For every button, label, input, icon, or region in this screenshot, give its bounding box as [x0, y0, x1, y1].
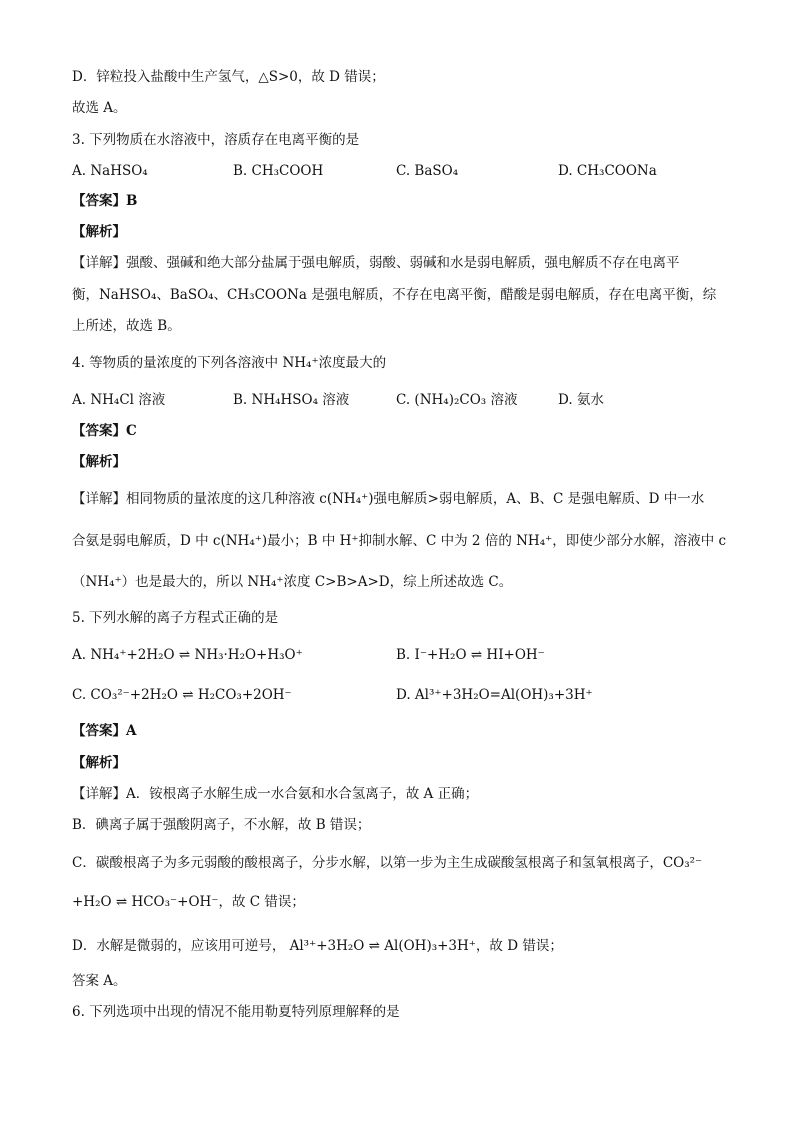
explanation-line: C．碳酸根离子为多元弱酸的酸根离子，分步水解，以第一步为主生成碳酸氢根离子和氢氧根离子，CO₃²⁻ [72, 855, 703, 871]
answer-label: 【答案】A [72, 723, 137, 739]
question-3: 3. 下列物质在水溶液中，溶质存在电离平衡的是 [72, 132, 360, 148]
option-d: D. CH₃COONa [558, 163, 657, 179]
explanation-line: 【详解】强酸、强碱和绝大部分盐属于强电解质，弱酸、弱碱和水是弱电解质，强电解质不存在电离平 [72, 255, 680, 271]
option-a: A. NH₄⁺+2H₂O ⇌ NH₃·H₂O+H₃O⁺ [72, 647, 303, 663]
question-4: 4. 等物质的量浓度的下列各溶液中 NH₄⁺浓度最大的 [72, 355, 387, 371]
option-b: B. I⁻+H₂O ⇌ HI+OH⁻ [396, 647, 545, 663]
answer-label: 【答案】B [72, 193, 138, 209]
explanation-line: 【详解】相同物质的量浓度的这几种溶液 c(NH₄⁺)强电解质>弱电解质，A、B、C 是强电解质、D 中一水 [72, 491, 705, 507]
explanation-line: +H₂O ⇌ HCO₃⁻+OH⁻，故 C 错误； [72, 894, 305, 910]
explanation-line: 衡，NaHSO₄、BaSO₄、CH₃COONa 是强电解质，不存在电离平衡，醋酸是弱电解质，存在电离平衡，综 [72, 287, 717, 303]
option-c: C. BaSO₄ [396, 163, 459, 179]
option-d: D. Al³⁺+3H₂O=Al(OH)₃+3H⁺ [396, 687, 593, 703]
option-b: B. CH₃COOH [233, 163, 324, 179]
question-6: 6. 下列选项中出现的情况不能用勒夏特列原理解释的是 [72, 1004, 400, 1020]
answer-conclusion: 答案 A。 [72, 973, 127, 989]
answer-label: 【答案】C [72, 423, 137, 439]
explanation-line: D．水解是微弱的，应该用可逆号， Al³⁺+3H₂O ⇌ Al(OH)₃+3H⁺，故 D 错误； [72, 938, 563, 954]
option-c: C. CO₃²⁻+2H₂O ⇌ H₂CO₃+2OH⁻ [72, 687, 292, 703]
explanation-line: 【详解】A．铵根离子水解生成一水合氨和水合氢离子，故 A 正确； [72, 786, 479, 802]
explanation-line: 合氨是弱电解质，D 中 c(NH₄⁺)最小；B 中 H⁺抑制水解、C 中为 2 倍的 NH₄⁺，即使少部分水解，溶液中 c [72, 533, 727, 549]
option-d: D. 氨水 [558, 392, 604, 408]
option-a: A. NaHSO₄ [72, 163, 148, 179]
option-b: B. NH₄HSO₄ 溶液 [233, 392, 350, 408]
analysis-label: 【解析】 [72, 755, 126, 771]
explanation-line: B．碘离子属于强酸阴离子，不水解，故 B 错误； [72, 817, 371, 833]
option-a: A. NH₄Cl 溶液 [72, 392, 166, 408]
explanation-line: 上所述，故选 B。 [72, 318, 181, 334]
analysis-label: 【解析】 [72, 454, 126, 470]
analysis-label: 【解析】 [72, 224, 126, 240]
option-c: C. (NH₄)₂CO₃ 溶液 [396, 392, 518, 408]
text-line: 故选 A。 [72, 100, 127, 116]
question-5: 5. 下列水解的离子方程式正确的是 [72, 610, 279, 626]
explanation-line: （NH₄⁺）也是最大的，所以 NH₄⁺浓度 C>B>A>D，综上所述故选 C。 [72, 574, 513, 590]
text-line: D．锌粒投入盐酸中生产氢气，△S>0，故 D 错误； [72, 69, 385, 85]
